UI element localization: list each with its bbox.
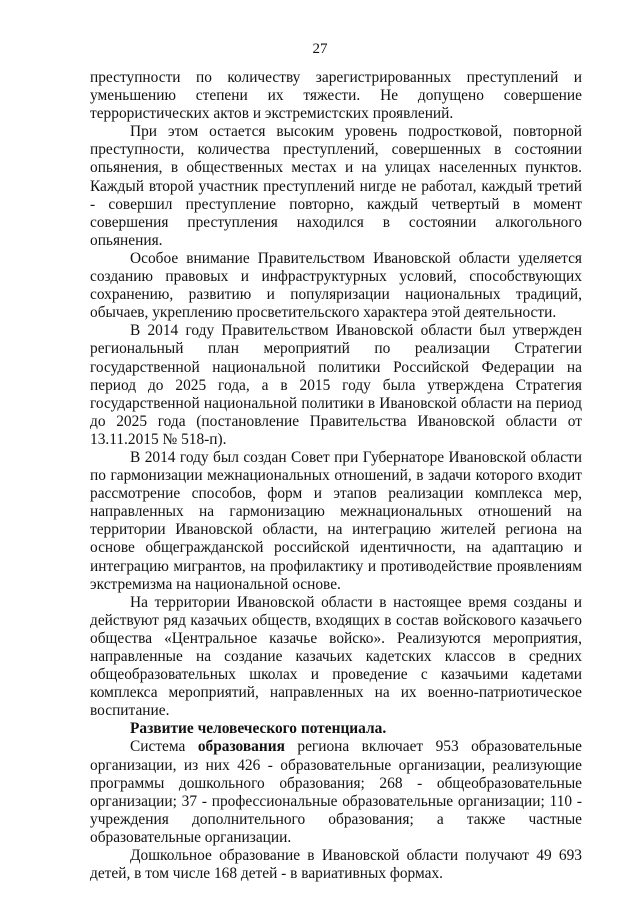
education-text-rest: региона включает 953 образовательные организации, из них 426 - образовательные организации, реализующие программы дошкольного образования; 268 - общеобразовательные организации; 37 - профессиональные образовательные организации; 110 - учреждения дополнительного образования; а также частные образовательные организации. [90,738,583,846]
paragraph-cossack-societies: На территории Ивановской области в настоящее время созданы и действуют ряд казачьих обществ, входящих в состав войскового казачьего общества «Центральное казачье войско». Реализуются мероприятия, направленные на создание казачьих кадетских классов в средних общеобразовательных школах и проведение с казачьими кадетами комплекса мероприятий, направленных на их военно-патриотическое воспитание. [90,593,582,720]
paragraph-national-traditions: Особое внимание Правительством Ивановской области уделяется созданию правовых и инфраструктурных условий, способствующих сохранению, развитию и популяризации национальных традиций, обычаев, укреплению просветительского характера этой деятельности. [90,249,582,322]
paragraph-national-policy-strategy: В 2014 году Правительством Ивановской области был утвержден региональный план мероприятий по реализации Стратегии государственной национальной политики Российской Федерации на период до 2025 года, а в 2015 году была утверждена Стратегия государственной национальной политики в Ивановской области на период до 2025 года (постановление Правительства Ивановской области от 13.11.2015 № 518-п). [90,322,582,448]
paragraph-crime-reduction: преступности по количеству зарегистрированных преступлений и уменьшению степени их тяжести. Не допущено совершение террористических актов и экстремистских проявлений. [90,69,582,123]
paragraph-interethnic-council: В 2014 году был создан Совет при Губернаторе Ивановской области по гармонизации межнациональных отношений, в задачи которого входит рассмотрение способов, форм и этапов реализации комплекса мер, направленных на гармонизацию межнациональных отношений на территории Ивановской области, на интеграцию жителей региона на основе общегражданской российской идентичности, на адаптацию и интеграцию мигрантов, на профилактику и противодействие проявлениям экстремизма на национальной основе. [90,448,582,593]
section-heading: Развитие человеческого потенциала. [130,720,387,738]
education-keyword: образования [197,738,285,756]
paragraph-preschool-education: Дошкольное образование в Ивановской области получают 49 693 детей, в том числе 168 детей - в вариативных формах. [90,847,582,883]
body-text [90,69,582,883]
paragraph-education-system [90,738,582,847]
education-text-start: Система [130,738,198,756]
page-number: 27 [312,41,328,57]
paragraph-repeat-crime: При этом остается высоким уровень подростковой, повторной преступности, количества преступлений, совершенных в состоянии опьянения, в общественных местах и на улицах населенных пунктов. Каждый второй участник преступлений нигде не работал, каждый третий - совершил преступление повторно, каждый четвертый в момент совершения преступления находился в состоянии алкогольного опьянения. [90,123,582,249]
